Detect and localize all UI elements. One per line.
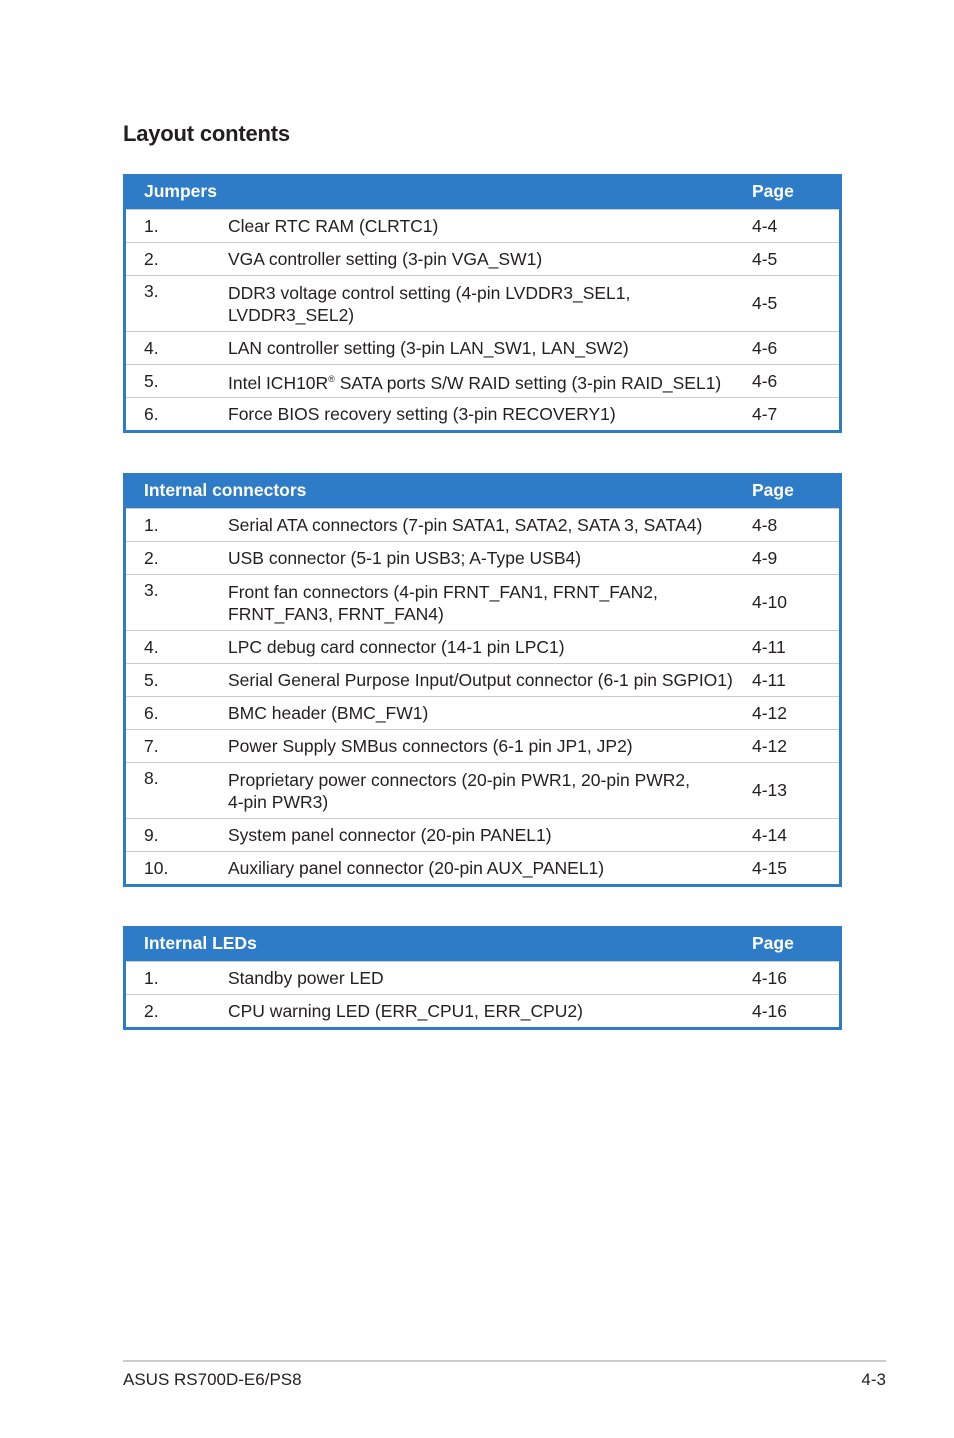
row-page: 4-16	[752, 967, 788, 988]
row-number: 1.	[144, 967, 159, 988]
row-description: CPU warning LED (ERR_CPU1, ERR_CPU2)	[228, 1001, 583, 1021]
row-description: Auxiliary panel connector (20-pin AUX_PANEL1)	[228, 858, 605, 878]
row-description: USB connector (5-1 pin USB3; A-Type USB4)	[228, 548, 582, 568]
row-number: 6.	[144, 403, 159, 424]
row-description: Clear RTC RAM (CLRTC1)	[228, 216, 439, 236]
row-page: 4-13	[752, 780, 788, 800]
table-header-label: Internal connectors	[144, 480, 307, 500]
table-row	[126, 331, 839, 364]
table-row	[126, 994, 839, 1027]
row-number: 3.	[144, 580, 159, 600]
table-row	[126, 541, 839, 574]
row-page: 4-11	[752, 636, 786, 657]
registered-mark: ®	[328, 374, 335, 384]
row-description: System panel connector (20-pin PANEL1)	[228, 825, 552, 845]
table-row	[126, 275, 839, 331]
row-description	[228, 581, 744, 625]
internal-leds-table	[123, 926, 842, 1030]
row-description	[228, 282, 744, 326]
table-row	[126, 242, 839, 275]
table-row	[126, 696, 839, 729]
row-description: Standby power LED	[228, 968, 384, 988]
row-number: 10.	[144, 857, 169, 878]
row-page: 4-5	[752, 293, 778, 313]
row-page: 4-6	[752, 370, 778, 391]
row-number: 7.	[144, 735, 159, 756]
row-description: Power Supply SMBus connectors (6-1 pin JP1, JP2)	[228, 736, 633, 756]
row-page: 4-4	[752, 215, 778, 236]
table-header	[123, 473, 842, 508]
footer-divider	[123, 1360, 886, 1362]
row-page: 4-11	[752, 669, 786, 690]
row-description-line1: Proprietary power connectors (20-pin PWR1, 20-pin PWR2,	[228, 769, 690, 790]
row-page: 4-9	[752, 547, 778, 568]
row-description-part2: SATA ports S/W RAID setting (3-pin RAID_SEL1)	[334, 373, 722, 393]
row-number: 9.	[144, 824, 159, 845]
table-row	[126, 508, 839, 541]
row-description	[228, 368, 744, 394]
row-page: 4-16	[752, 1000, 788, 1021]
table-row	[126, 574, 839, 630]
table-header-label: Internal LEDs	[144, 933, 257, 953]
row-number: 2.	[144, 547, 159, 568]
row-number: 4.	[144, 337, 159, 358]
footer-page-number: 4-3	[861, 1370, 886, 1389]
table-row	[126, 630, 839, 663]
row-description: Force BIOS recovery setting (3-pin RECOVERY1)	[228, 404, 616, 424]
row-description-part1: Intel ICH10R	[228, 373, 329, 393]
jumpers-table	[123, 174, 842, 433]
row-number: 1.	[144, 215, 159, 236]
table-row	[126, 762, 839, 818]
page-column-header: Page	[752, 480, 794, 500]
row-number: 1.	[144, 514, 159, 535]
table-row	[126, 851, 839, 884]
table-row	[126, 209, 839, 242]
row-description: VGA controller setting (3-pin VGA_SW1)	[228, 249, 543, 269]
row-description: LPC debug card connector (14-1 pin LPC1)	[228, 637, 565, 657]
row-description-line2: FRNT_FAN3, FRNT_FAN4)	[228, 603, 444, 624]
row-description-line2: 4-pin PWR3)	[228, 791, 329, 812]
row-page: 4-6	[752, 337, 778, 358]
row-number: 4.	[144, 636, 159, 657]
row-page: 4-7	[752, 403, 778, 424]
table-row	[126, 818, 839, 851]
row-page: 4-8	[752, 514, 778, 535]
row-number: 2.	[144, 1000, 159, 1021]
row-number: 5.	[144, 669, 159, 690]
row-description	[228, 769, 744, 813]
internal-connectors-table	[123, 473, 842, 887]
table-header-label: Jumpers	[144, 181, 217, 201]
row-description-line2: LVDDR3_SEL2)	[228, 304, 355, 325]
footer-product-name: ASUS RS700D-E6/PS8	[123, 1370, 302, 1389]
row-description-line1: DDR3 voltage control setting (4-pin LVDDR3_SEL1,	[228, 282, 631, 303]
row-page: 4-15	[752, 857, 788, 878]
table-row	[126, 729, 839, 762]
table-header	[123, 926, 842, 961]
row-number: 5.	[144, 370, 159, 391]
page-title: Layout contents	[123, 121, 290, 146]
row-page: 4-10	[752, 592, 788, 612]
table-row	[126, 663, 839, 696]
row-description-line1: Front fan connectors (4-pin FRNT_FAN1, FRNT_FAN2,	[228, 581, 658, 602]
row-number: 8.	[144, 768, 159, 788]
row-page: 4-14	[752, 824, 788, 845]
table-row	[126, 397, 839, 430]
row-page: 4-5	[752, 248, 778, 269]
table-row	[126, 961, 839, 994]
row-number: 2.	[144, 248, 159, 269]
row-page: 4-12	[752, 735, 788, 756]
page-column-header: Page	[752, 933, 794, 953]
row-number: 6.	[144, 702, 159, 723]
table-header	[123, 174, 842, 209]
row-description: BMC header (BMC_FW1)	[228, 703, 429, 723]
row-page: 4-12	[752, 702, 788, 723]
row-description: Serial ATA connectors (7-pin SATA1, SATA2, SATA 3, SATA4)	[228, 515, 703, 535]
row-number: 3.	[144, 281, 159, 301]
page-column-header: Page	[752, 181, 794, 201]
row-description: Serial General Purpose Input/Output connector (6-1 pin SGPIO1)	[228, 670, 733, 690]
row-description: LAN controller setting (3-pin LAN_SW1, LAN_SW2)	[228, 338, 629, 358]
table-row	[126, 364, 839, 397]
